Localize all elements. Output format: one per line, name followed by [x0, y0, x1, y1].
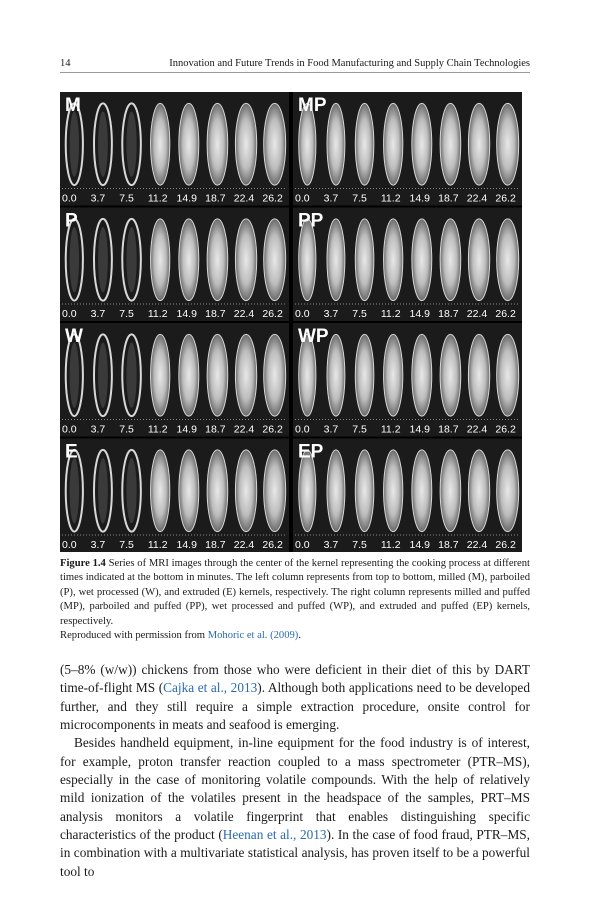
mri-panel-p	[60, 208, 289, 322]
panel-label: M	[65, 95, 81, 116]
kernel-image	[264, 334, 286, 416]
kernel-image	[384, 219, 403, 301]
kernel-core	[98, 343, 108, 408]
time-label: 3.7	[323, 192, 339, 205]
kernel-image	[384, 450, 403, 532]
time-label: 0.0	[295, 539, 310, 551]
time-label: 7.5	[119, 308, 134, 320]
time-label: 7.5	[352, 192, 367, 205]
time-label: 22.4	[466, 308, 488, 320]
time-label: 18.7	[438, 423, 459, 436]
time-label: 11.2	[147, 308, 168, 320]
paragraph-1	[60, 661, 530, 734]
kernel-image	[440, 450, 461, 532]
kernel-image	[235, 334, 256, 416]
panel-label: E	[65, 441, 78, 463]
time-label: 3.7	[323, 423, 339, 436]
paragraph-2-text-b: ). In the case of food fraud, PTR–MS, in combination with a multivariate statistical analysis, has proven itself to be a powerful tool to	[60, 827, 530, 879]
running-head: Innovation and Future Trends in Food Manufacturing and Supply Chain Technologies	[169, 58, 530, 69]
kernel-image	[179, 219, 199, 301]
time-label: 0.0	[295, 423, 310, 436]
time-label: 0.0	[62, 192, 77, 205]
kernel-image	[207, 103, 228, 185]
time-label: 7.5	[352, 423, 367, 436]
time-label: 0.0	[62, 423, 77, 436]
time-label: 7.5	[119, 423, 134, 436]
kernel-image	[327, 450, 345, 532]
time-label: 11.2	[147, 539, 168, 551]
time-label: 0.0	[62, 308, 77, 320]
panel-label: WP	[298, 326, 329, 347]
time-label: 26.2	[495, 539, 516, 551]
time-label: 7.5	[352, 308, 367, 320]
time-label: 22.4	[466, 192, 488, 205]
time-label: 0.0	[62, 539, 77, 551]
figure-label: Figure 1.4	[60, 558, 106, 569]
kernel-image	[327, 219, 345, 301]
time-label: 14.9	[409, 308, 430, 320]
kernel-image	[355, 219, 374, 301]
time-label: 11.2	[380, 539, 401, 551]
time-label: 11.2	[380, 308, 401, 320]
kernel-image	[235, 219, 256, 301]
kernel-image	[264, 219, 286, 301]
time-label: 26.2	[262, 192, 283, 205]
time-label: 0.0	[295, 308, 310, 320]
kernel-image	[327, 334, 345, 416]
time-label: 14.9	[409, 423, 430, 436]
kernel-image	[235, 450, 256, 532]
kernel-image	[412, 450, 432, 532]
kernel-core	[126, 458, 136, 523]
kernel-image	[355, 334, 374, 416]
kernel-image	[151, 219, 170, 301]
time-label: 14.9	[176, 192, 197, 205]
time-label: 26.2	[495, 423, 516, 436]
paragraph-1-text-a: (5–8% (w/w)) chickens from those who were deficient in their diet of this by DART time-of-flight MS (	[60, 662, 530, 696]
panel-label: W	[65, 326, 83, 347]
paragraph-2	[60, 734, 530, 881]
kernel-image	[207, 334, 228, 416]
time-label: 22.4	[233, 308, 255, 320]
kernel-image	[412, 103, 432, 185]
time-label: 3.7	[323, 539, 339, 551]
kernel-image	[468, 334, 489, 416]
kernel-image	[497, 103, 519, 185]
kernel-image	[355, 450, 374, 532]
time-label: 14.9	[176, 308, 197, 320]
kernel-core	[70, 227, 79, 292]
paragraph-2-text-a: Besides handheld equipment, in-line equipment for the food industry is of interest, for example, proton transfer reaction coupled to a mass spectrometer (PTR–MS), especially in the case of monitoring volatile compounds. With the help of relatively mild ionization of the volatiles present in the headspace of the samples, PRT–MS analysis monitors a volatile fingerprint that enables distinguishing specific characteristics of the product (	[60, 735, 530, 843]
figure-caption	[60, 557, 530, 643]
time-label: 3.7	[90, 308, 106, 320]
kernel-core	[98, 227, 108, 292]
time-label: 0.0	[295, 192, 310, 205]
page-number: 14	[60, 58, 71, 69]
kernel-image	[440, 219, 461, 301]
kernel-core	[98, 112, 108, 177]
time-label: 14.9	[409, 539, 430, 551]
time-label: 3.7	[90, 192, 106, 205]
kernel-image	[384, 334, 403, 416]
mri-panel-e	[60, 439, 289, 553]
kernel-image	[179, 334, 199, 416]
time-label: 22.4	[233, 539, 255, 551]
mri-panel-m	[60, 92, 289, 206]
panel-label: MP	[298, 95, 327, 116]
caption-credit-link[interactable]: Mohoric et al. (2009)	[207, 630, 299, 642]
kernel-core	[70, 343, 79, 408]
citation-link-cajka[interactable]: Cajka et al., 2013	[163, 680, 258, 696]
mri-panel-ep	[293, 439, 522, 553]
time-label: 26.2	[262, 308, 283, 320]
time-label: 22.4	[466, 423, 488, 436]
mri-panel-wp	[293, 323, 522, 437]
kernel-image	[179, 103, 199, 185]
time-label: 18.7	[438, 539, 459, 551]
caption-text: Series of MRI images through the center of the kernel representing the cooking process at different times indicated at the bottom in minutes. The left column represents from top to bottom, milled (M), parboiled (P), wet processed (W), and extruded (E) kernels, respectively. The right column represents milled and puffed (MP), parboiled and puffed (PP), wet processed and puffed (WP), and extruded and puffed (EP) kernels, respectively.	[60, 558, 530, 627]
time-label: 3.7	[323, 308, 339, 320]
kernel-core	[126, 112, 136, 177]
kernel-image	[468, 103, 489, 185]
time-label: 7.5	[119, 539, 134, 551]
kernel-image	[384, 103, 403, 185]
kernel-core	[70, 458, 79, 523]
time-label: 11.2	[380, 192, 401, 205]
panel-label: P	[65, 210, 78, 232]
time-label: 18.7	[438, 192, 459, 205]
kernel-image	[179, 450, 199, 532]
kernel-image	[151, 450, 170, 532]
kernel-image	[412, 219, 432, 301]
time-label: 14.9	[176, 423, 197, 436]
mri-panel-pp	[293, 208, 522, 322]
time-label: 14.9	[176, 539, 197, 551]
kernel-image	[235, 103, 256, 185]
kernel-image	[151, 334, 170, 416]
kernel-core	[126, 343, 136, 408]
kernel-core	[70, 112, 79, 177]
kernel-core	[98, 458, 108, 523]
kernel-image	[264, 450, 286, 532]
time-label: 11.2	[147, 192, 168, 205]
time-label: 14.9	[409, 192, 430, 205]
time-label: 3.7	[90, 423, 106, 436]
time-label: 18.7	[438, 308, 459, 320]
kernel-image	[412, 334, 432, 416]
time-label: 22.4	[233, 423, 255, 436]
time-label: 18.7	[205, 539, 226, 551]
kernel-image	[355, 103, 374, 185]
kernel-image	[468, 450, 489, 532]
kernel-image	[497, 334, 519, 416]
kernel-image	[440, 334, 461, 416]
kernel-image	[497, 219, 519, 301]
citation-link-heenan[interactable]: Heenan et al., 2013	[222, 827, 327, 843]
time-label: 11.2	[147, 423, 168, 436]
time-label: 26.2	[495, 192, 516, 205]
time-label: 26.2	[495, 308, 516, 320]
time-label: 7.5	[352, 539, 367, 551]
time-label: 26.2	[262, 423, 283, 436]
kernel-image	[468, 219, 489, 301]
time-label: 18.7	[205, 423, 226, 436]
mri-image-grid	[60, 92, 522, 552]
time-label: 26.2	[262, 539, 283, 551]
paragraph-1-text-b: ). Although both applications need to be developed further, and they still require a simple extraction procedure, onsite control for microcomponents in meats and seafood is emerging.	[60, 680, 530, 733]
time-label: 11.2	[380, 423, 401, 436]
caption-credit-prefix: Reproduced with permission from	[60, 630, 208, 642]
kernel-image	[264, 103, 286, 185]
kernel-image	[440, 103, 461, 185]
panel-label: PP	[298, 210, 324, 232]
kernel-image	[207, 219, 228, 301]
kernel-core	[126, 227, 136, 292]
time-label: 22.4	[466, 539, 488, 551]
time-label: 22.4	[233, 192, 255, 205]
kernel-image	[151, 103, 170, 185]
body-text	[60, 661, 530, 881]
panel-label: EP	[298, 441, 324, 463]
time-label: 7.5	[119, 192, 134, 205]
time-label: 3.7	[90, 539, 106, 551]
time-label: 18.7	[205, 308, 226, 320]
caption-credit-suffix: .	[298, 630, 301, 642]
header-rule	[60, 72, 530, 73]
kernel-image	[497, 450, 519, 532]
kernel-image	[327, 103, 345, 185]
kernel-image	[207, 450, 228, 532]
mri-panel-mp	[293, 92, 522, 206]
mri-panel-w	[60, 323, 289, 437]
time-label: 18.7	[205, 192, 226, 205]
mri-figure	[60, 92, 522, 552]
